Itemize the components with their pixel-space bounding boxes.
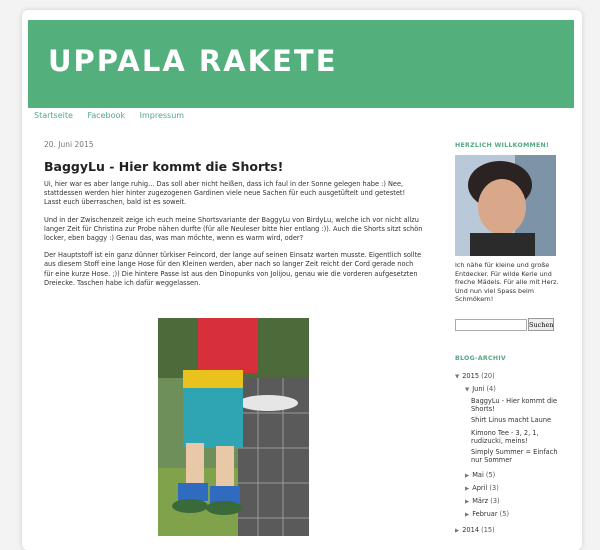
author-avatar [455,155,556,256]
blog-header [28,20,574,108]
welcome-heading: HERZLICH WILLKOMMEN! [455,142,550,149]
triangle-right-icon[interactable]: ▶ [465,473,470,479]
archive-post-link[interactable]: Simply Summer = Einfach nur Sommer [471,448,558,464]
archive-month-maerz[interactable]: ▶ März (3) [465,497,500,505]
about-text: Ich nähe für kleine und große Entdecker. Für wilde Kerle und freche Mädels. Für alle mit Herz. Und nun viel Spass beim Schmökern! [455,261,559,304]
post-paragraph: Und in der Zwischenzeit zeige ich euch meine Shortsvariante der BaggyLu von BirdyLu, welche ich vor nicht allzu langer Zeit für Christina zur Probe nähen durfte (für alle Neuleser bitte hier entlang :)). Auch die Shorts sitzt schön locker, eben baggy :) Genau das, was man möchte, wenn es warm wird, oder? [44,215,423,243]
post-photo[interactable] [158,318,309,536]
blog-title[interactable]: UPPALA RAKETE [48,44,338,78]
archive-month-februar[interactable]: ▶ Februar (5) [465,510,510,518]
nav-facebook[interactable]: Facebook [87,111,126,120]
archive-post-link[interactable]: Shirt Linus macht Laune [471,416,552,424]
nav-startseite[interactable]: Startseite [34,111,73,120]
archive-post-link[interactable]: Kimono Tee - 3, 2, 1, rudizucki, meins! [471,429,539,445]
author-photo-illustration [455,155,556,256]
archive-year-2015[interactable]: ▼ 2015 (20) [455,372,495,380]
archive-month-mai[interactable]: ▶ Mai (5) [465,471,496,479]
triangle-down-icon[interactable]: ▼ [465,387,470,393]
archive-post-link[interactable]: BaggyLu - Hier kommt die Shorts! [471,397,558,413]
archive-month-april[interactable]: ▶ April (3) [465,484,499,492]
archive-year-2014[interactable]: ▶ 2014 (15) [455,526,495,534]
post-paragraph: Ui, hier war es aber lange ruhig... Das soll aber nicht heißen, dass ich faul in der Sonne gelegen habe :) Nee, stattdessen werden hier hinter zugezogenen Gardinen viele neue Sachen für euch ausgetüftelt und getestet! Lasst euch überraschen, bald ist es soweit. [44,180,406,207]
triangle-right-icon[interactable]: ▶ [465,512,470,518]
search-button[interactable]: Suchen [528,318,554,331]
post-title[interactable]: BaggyLu - Hier kommt die Shorts! [44,159,284,174]
page-nav [34,111,196,120]
blog-page [22,10,582,550]
archive-heading: BLOG-ARCHIV [455,355,507,362]
archive-month-juni[interactable]: ▼ Juni (4) [465,385,496,393]
post-body [44,180,424,296]
nav-impressum[interactable]: Impressum [139,111,185,120]
search-input[interactable] [455,319,527,331]
post-paragraph: Der Hauptstoff ist ein ganz dünner türkiser Feincord, der lange auf seinen Einsatz warten musste. Eigentlich sollte aus diesem Stoff eine lange Hose für den Kleinen werden, aber nach so langer Zeit reicht der Cord gerade noch für eine kurze Hose. ;)) Die hintere Passe ist aus den Dinopunks von Jolijou, genau wie die vorderen aufgesetzten Dreiecke. Taschen habe ich dafür weggelassen. [44,251,422,287]
triangle-down-icon[interactable]: ▼ [455,374,460,380]
triangle-right-icon[interactable]: ▶ [465,499,470,505]
triangle-right-icon[interactable]: ▶ [465,486,470,492]
triangle-right-icon[interactable]: ▶ [455,528,460,534]
post-date: 20. Juni 2015 [44,140,94,149]
post-photo-illustration [158,318,309,536]
